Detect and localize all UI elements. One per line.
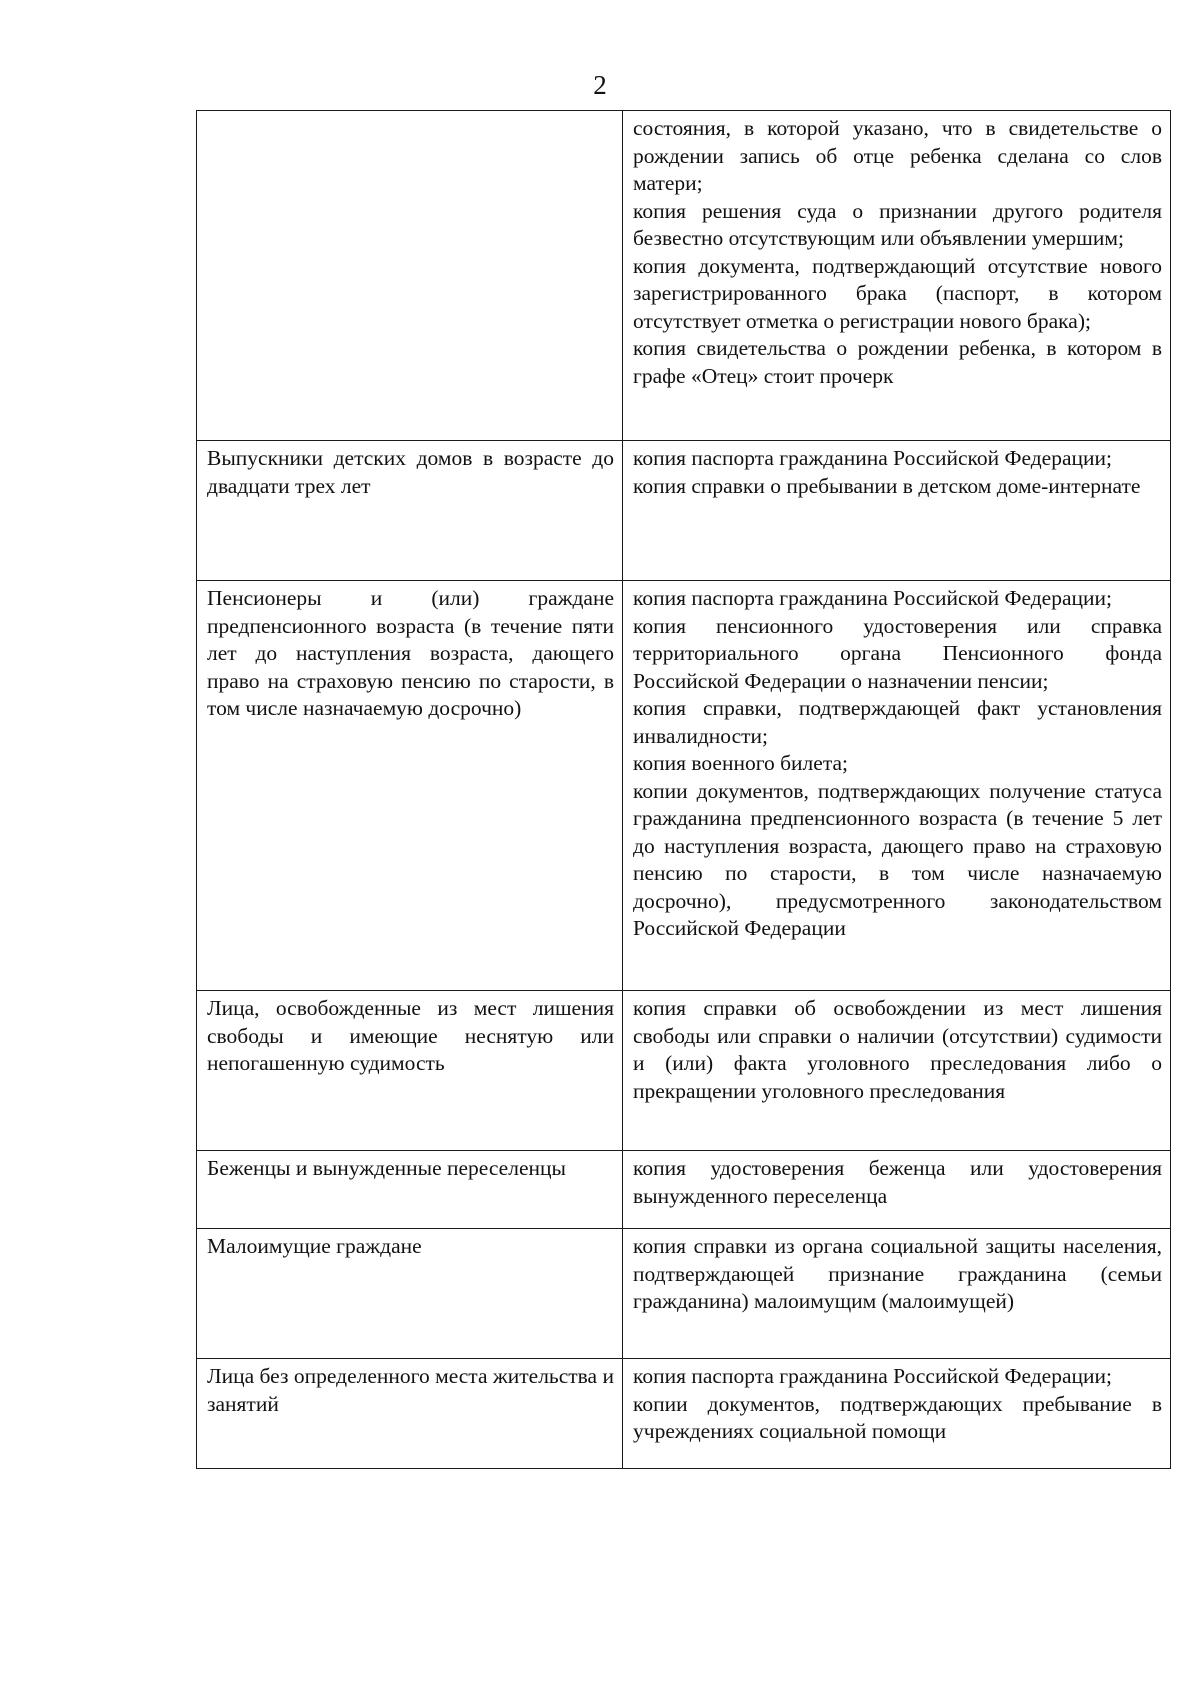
document-item: копия документа, подтверждающий отсутствие нового зарегистрированного брака (паспорт, в котором отсутствует отметка о регистрации нового брака); (633, 253, 1162, 333)
category-cell (197, 441, 623, 581)
document-item: копия пенсионного удостоверения или справка территориального органа Пенсионного фонда Российской Федерации о назначении пенсии; (633, 613, 1162, 693)
category-cell (197, 1229, 623, 1359)
category-text: Пенсионеры и (или) граждане предпенсионного возраста (в течение пяти лет до наступления возраста, дающего право на страховую пенсию по старости, в том числе назначаемую досрочно) (207, 586, 614, 720)
category-cell (197, 1151, 623, 1229)
category-text: Выпускники детских домов в возрасте до двадцати трех лет (207, 446, 614, 498)
table-row (197, 581, 1171, 991)
document-item: копия паспорта гражданина Российской Федерации; (633, 446, 1112, 470)
documents-cell (623, 441, 1171, 581)
document-item: копия справки о пребывании в детском доме-интернате (633, 473, 1141, 498)
documents-cell (623, 1229, 1171, 1359)
category-cell (197, 111, 623, 441)
category-cell (197, 991, 623, 1151)
document-item: копия справки, подтверждающей факт установления инвалидности; (633, 696, 1162, 748)
document-item: копия справки из органа социальной защиты населения, подтверждающей признание гражданина (семьи гражданина) малоимущим (малоимущей) (633, 1234, 1162, 1313)
category-cell (197, 581, 623, 991)
table-row (197, 991, 1171, 1151)
documents-table (196, 110, 1171, 1469)
category-cell (197, 1359, 623, 1469)
table-row (197, 1359, 1171, 1469)
document-item: копия свидетельства о рождении ребенка, в котором в графе «Отец» стоит прочерк (633, 336, 1162, 388)
table-row (197, 1229, 1171, 1359)
document-item: копия справки об освобождении из мест лишения свободы или справки о наличии (отсутствии) судимости и (или) факта уголовного преследования либо о прекращении уголовного преследования (633, 996, 1162, 1103)
document-item: копия военного билета; (633, 751, 848, 775)
document-item: копии документов, подтверждающих получение статуса гражданина предпенсионного возраста (в течение 5 лет до наступления возраста, дающего право на страховую пенсию по старости, в том числе назначаемую досрочно), предусмотренного законодательством Российской Федерации (633, 778, 1162, 940)
document-item: копия паспорта гражданина Российской Федерации; (633, 1364, 1112, 1388)
table-row (197, 441, 1171, 581)
documents-cell (623, 581, 1171, 991)
documents-cell (623, 991, 1171, 1151)
page-number: 2 (593, 70, 607, 100)
category-text: Лица, освобожденные из мест лишения свободы и имеющие неснятую или непогашенную судимость (207, 996, 614, 1075)
document-item: копия решения суда о признании другого родителя безвестно отсутствующим или объявлении умершим; (633, 198, 1162, 250)
document-item: копия паспорта гражданина Российской Федерации; (633, 586, 1112, 610)
documents-cell (623, 111, 1171, 441)
category-text: Беженцы и вынужденные переселенцы (207, 1156, 566, 1180)
documents-cell (623, 1359, 1171, 1469)
document-item: состояния, в которой указано, что в свидетельстве о рождении запись об отце ребенка сделана со слов матери; (633, 116, 1162, 195)
table-row (197, 111, 1171, 441)
category-text: Лица без определенного места жительства и занятий (207, 1364, 614, 1416)
documents-cell (623, 1151, 1171, 1229)
document-item: копия удостоверения беженца или удостоверения вынужденного переселенца (633, 1156, 1162, 1208)
table-row (197, 1151, 1171, 1229)
document-item: копии документов, подтверждающих пребывание в учреждениях социальной помощи (633, 1391, 1162, 1443)
category-text: Малоимущие граждане (207, 1234, 422, 1258)
